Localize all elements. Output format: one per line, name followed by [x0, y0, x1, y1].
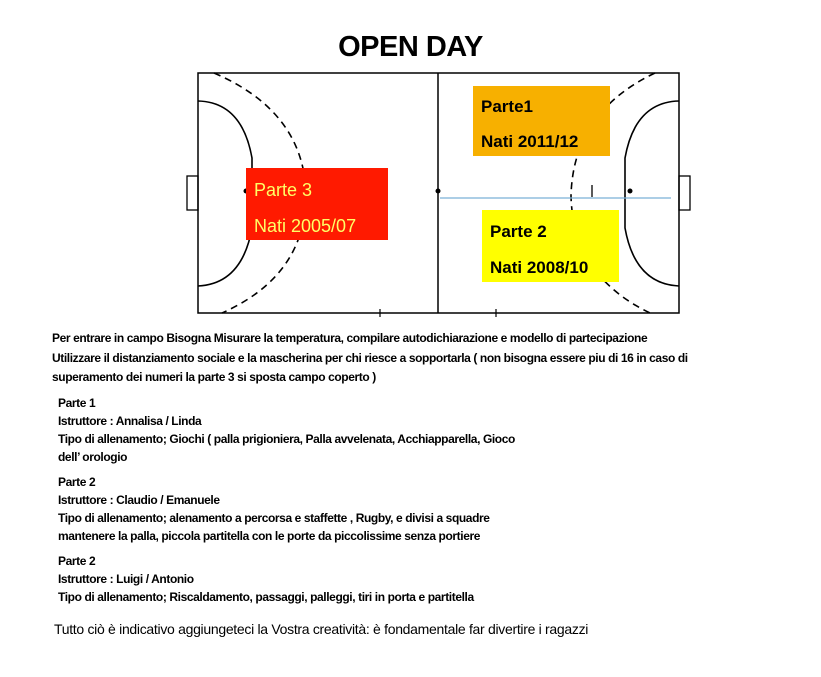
parte3-years: Nati 2005/07	[254, 216, 357, 236]
footer-note: Tutto ciò è indicativo aggiungeteci la Vostra creatività: è fondamentale far divertire i ragazzi	[54, 621, 589, 637]
parte3-label	[246, 168, 388, 240]
left-goal-area	[198, 101, 252, 286]
section-1-tipo-line-1: Tipo di allenamento; Giochi ( palla prigioniera, Palla avvelenata, Acchiapparella, Gioco	[58, 432, 515, 446]
page-title: OPEN DAY	[338, 31, 483, 63]
section-3-tipo-line-1: Tipo di allenamento; Riscaldamento, passaggi, palleggi, tiri in porta e partitella	[58, 590, 474, 604]
section-2-tipo-line-1: Tipo di allenamento; alenamento a percorsa e staffette , Rugby, e divisi a squadre	[58, 511, 490, 525]
section-2-tipo-line-2: mantenere la palla, piccola partitella con le porte da piccolissime senza portiere	[58, 529, 481, 543]
section-3-istruttore: Istruttore : Luigi / Antonio	[58, 572, 194, 586]
parte1-label	[473, 86, 610, 156]
section-1-tipo-line-2: dell’ orologio	[58, 450, 128, 464]
section-1-istruttore: Istruttore : Annalisa / Linda	[58, 414, 202, 428]
intro-line-3: superamento dei numeri la parte 3 si sposta campo coperto )	[52, 370, 376, 384]
section-3-heading: Parte 2	[58, 554, 96, 568]
section-2-istruttore: Istruttore : Claudio / Emanuele	[58, 493, 220, 507]
right-goal	[679, 176, 690, 210]
parte2-label	[482, 210, 619, 282]
left-goal	[187, 176, 198, 210]
right-goal-area	[625, 101, 679, 286]
parte3-title: Parte 3	[254, 180, 313, 200]
parte2-years: Nati 2008/10	[490, 258, 589, 277]
parte1-title: Parte1	[481, 97, 533, 116]
section-1-heading: Parte 1	[58, 396, 96, 410]
parte2-title: Parte 2	[490, 222, 547, 241]
intro-line-2: Utilizzare il distanziamento sociale e la mascherina per chi riesce a sopportarla ( non bisogna essere piu di 16 in caso di	[52, 351, 688, 365]
intro-line-1: Per entrare in campo Bisogna Misurare la temperatura, compilare autodichiarazione e modello di partecipazione	[52, 331, 648, 345]
section-2-heading: Parte 2	[58, 475, 96, 489]
handball-court-diagram	[0, 0, 821, 330]
parte1-years: Nati 2011/12	[481, 132, 579, 151]
right-penalty-dot	[628, 189, 633, 194]
center-dot	[436, 189, 441, 194]
